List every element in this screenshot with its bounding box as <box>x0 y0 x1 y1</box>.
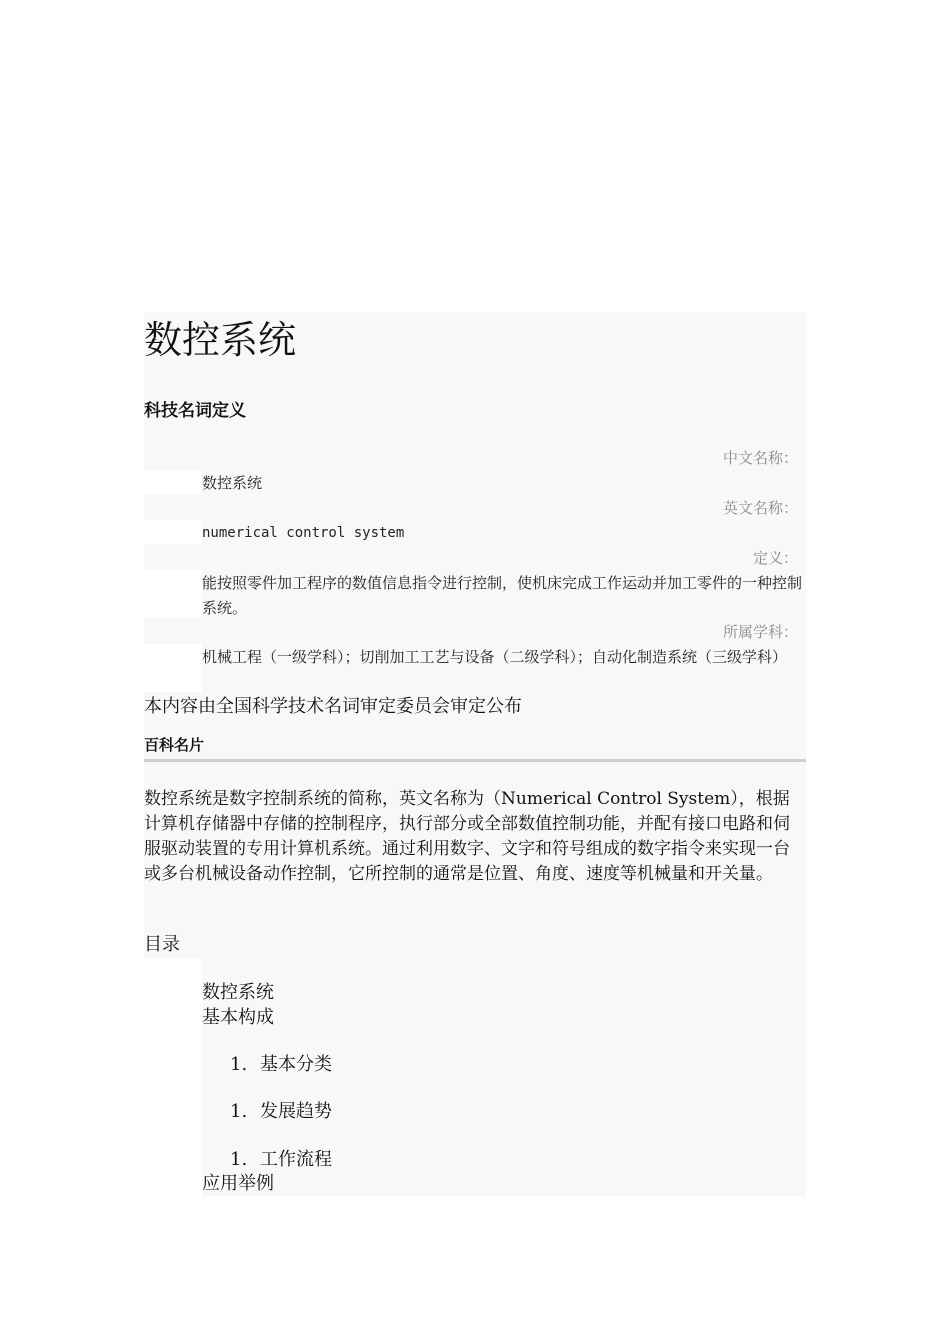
term-value-definition: 能按照零件加工程序的数值信息指令进行控制，使机床完成工作运动并加工零件的一种控制系统。 <box>202 574 803 617</box>
publish-note: 本内容由全国科学技术名词审定委员会审定公布 <box>144 696 522 717</box>
toc-subitem-label: 基本分类 <box>260 1054 332 1075</box>
toc-subitem-number: 1. <box>230 1149 248 1170</box>
indent-strip <box>144 570 202 618</box>
toc-subitem-development-trend[interactable] <box>230 1099 332 1125</box>
card-heading: 百科名片 <box>144 736 205 754</box>
term-value-english-name: numerical control system <box>202 525 405 541</box>
toc-subitem-basic-classification[interactable] <box>230 1052 332 1078</box>
section-heading-term-definition: 科技名词定义 <box>144 401 246 421</box>
term-label-chinese-name: 中文名称： <box>722 449 798 467</box>
toc-subitem-label: 发展趋势 <box>260 1101 332 1122</box>
toc-item-basic-composition[interactable]: 基本构成 <box>202 1007 274 1028</box>
toc-title: 目录 <box>144 934 180 955</box>
toc-indent-strip <box>144 958 202 1196</box>
summary-paragraph: 数控系统是数字控制系统的简称，英文名称为（Numerical Control System），根据计算机存储器中存储的控制程序，执行部分或全部数值控制功能，并配有接口电路和伺服驱动装置的专用计算机系统。通过利用数字、文字和符号组成的数字指令来实现一台或多台机械设备动作控制，它所控制的通常是位置、角度、速度等机械量和开关量。 <box>144 789 790 884</box>
indent-strip <box>144 520 202 544</box>
term-label-english-name: 英文名称： <box>722 499 798 517</box>
divider <box>144 759 806 762</box>
term-label-discipline: 所属学科： <box>722 623 798 641</box>
page-title: 数控系统 <box>144 318 297 362</box>
toc-subitem-work-flow[interactable] <box>230 1147 332 1173</box>
toc-subitem-number: 1. <box>230 1101 248 1122</box>
toc-subitem-label: 工作流程 <box>260 1149 332 1170</box>
toc-subitem-number: 1. <box>230 1054 248 1075</box>
indent-strip <box>144 470 202 494</box>
term-value-discipline: 机械工程（一级学科）；切削加工工艺与设备（二级学科）；自动化制造系统（三级学科） <box>202 648 788 666</box>
term-label-definition: 定义： <box>752 549 798 567</box>
term-value-chinese-name: 数控系统 <box>202 474 263 492</box>
indent-strip <box>144 644 202 692</box>
toc-item-numerical-control-system[interactable]: 数控系统 <box>202 982 274 1003</box>
toc-item-application-examples[interactable]: 应用举例 <box>202 1173 274 1194</box>
